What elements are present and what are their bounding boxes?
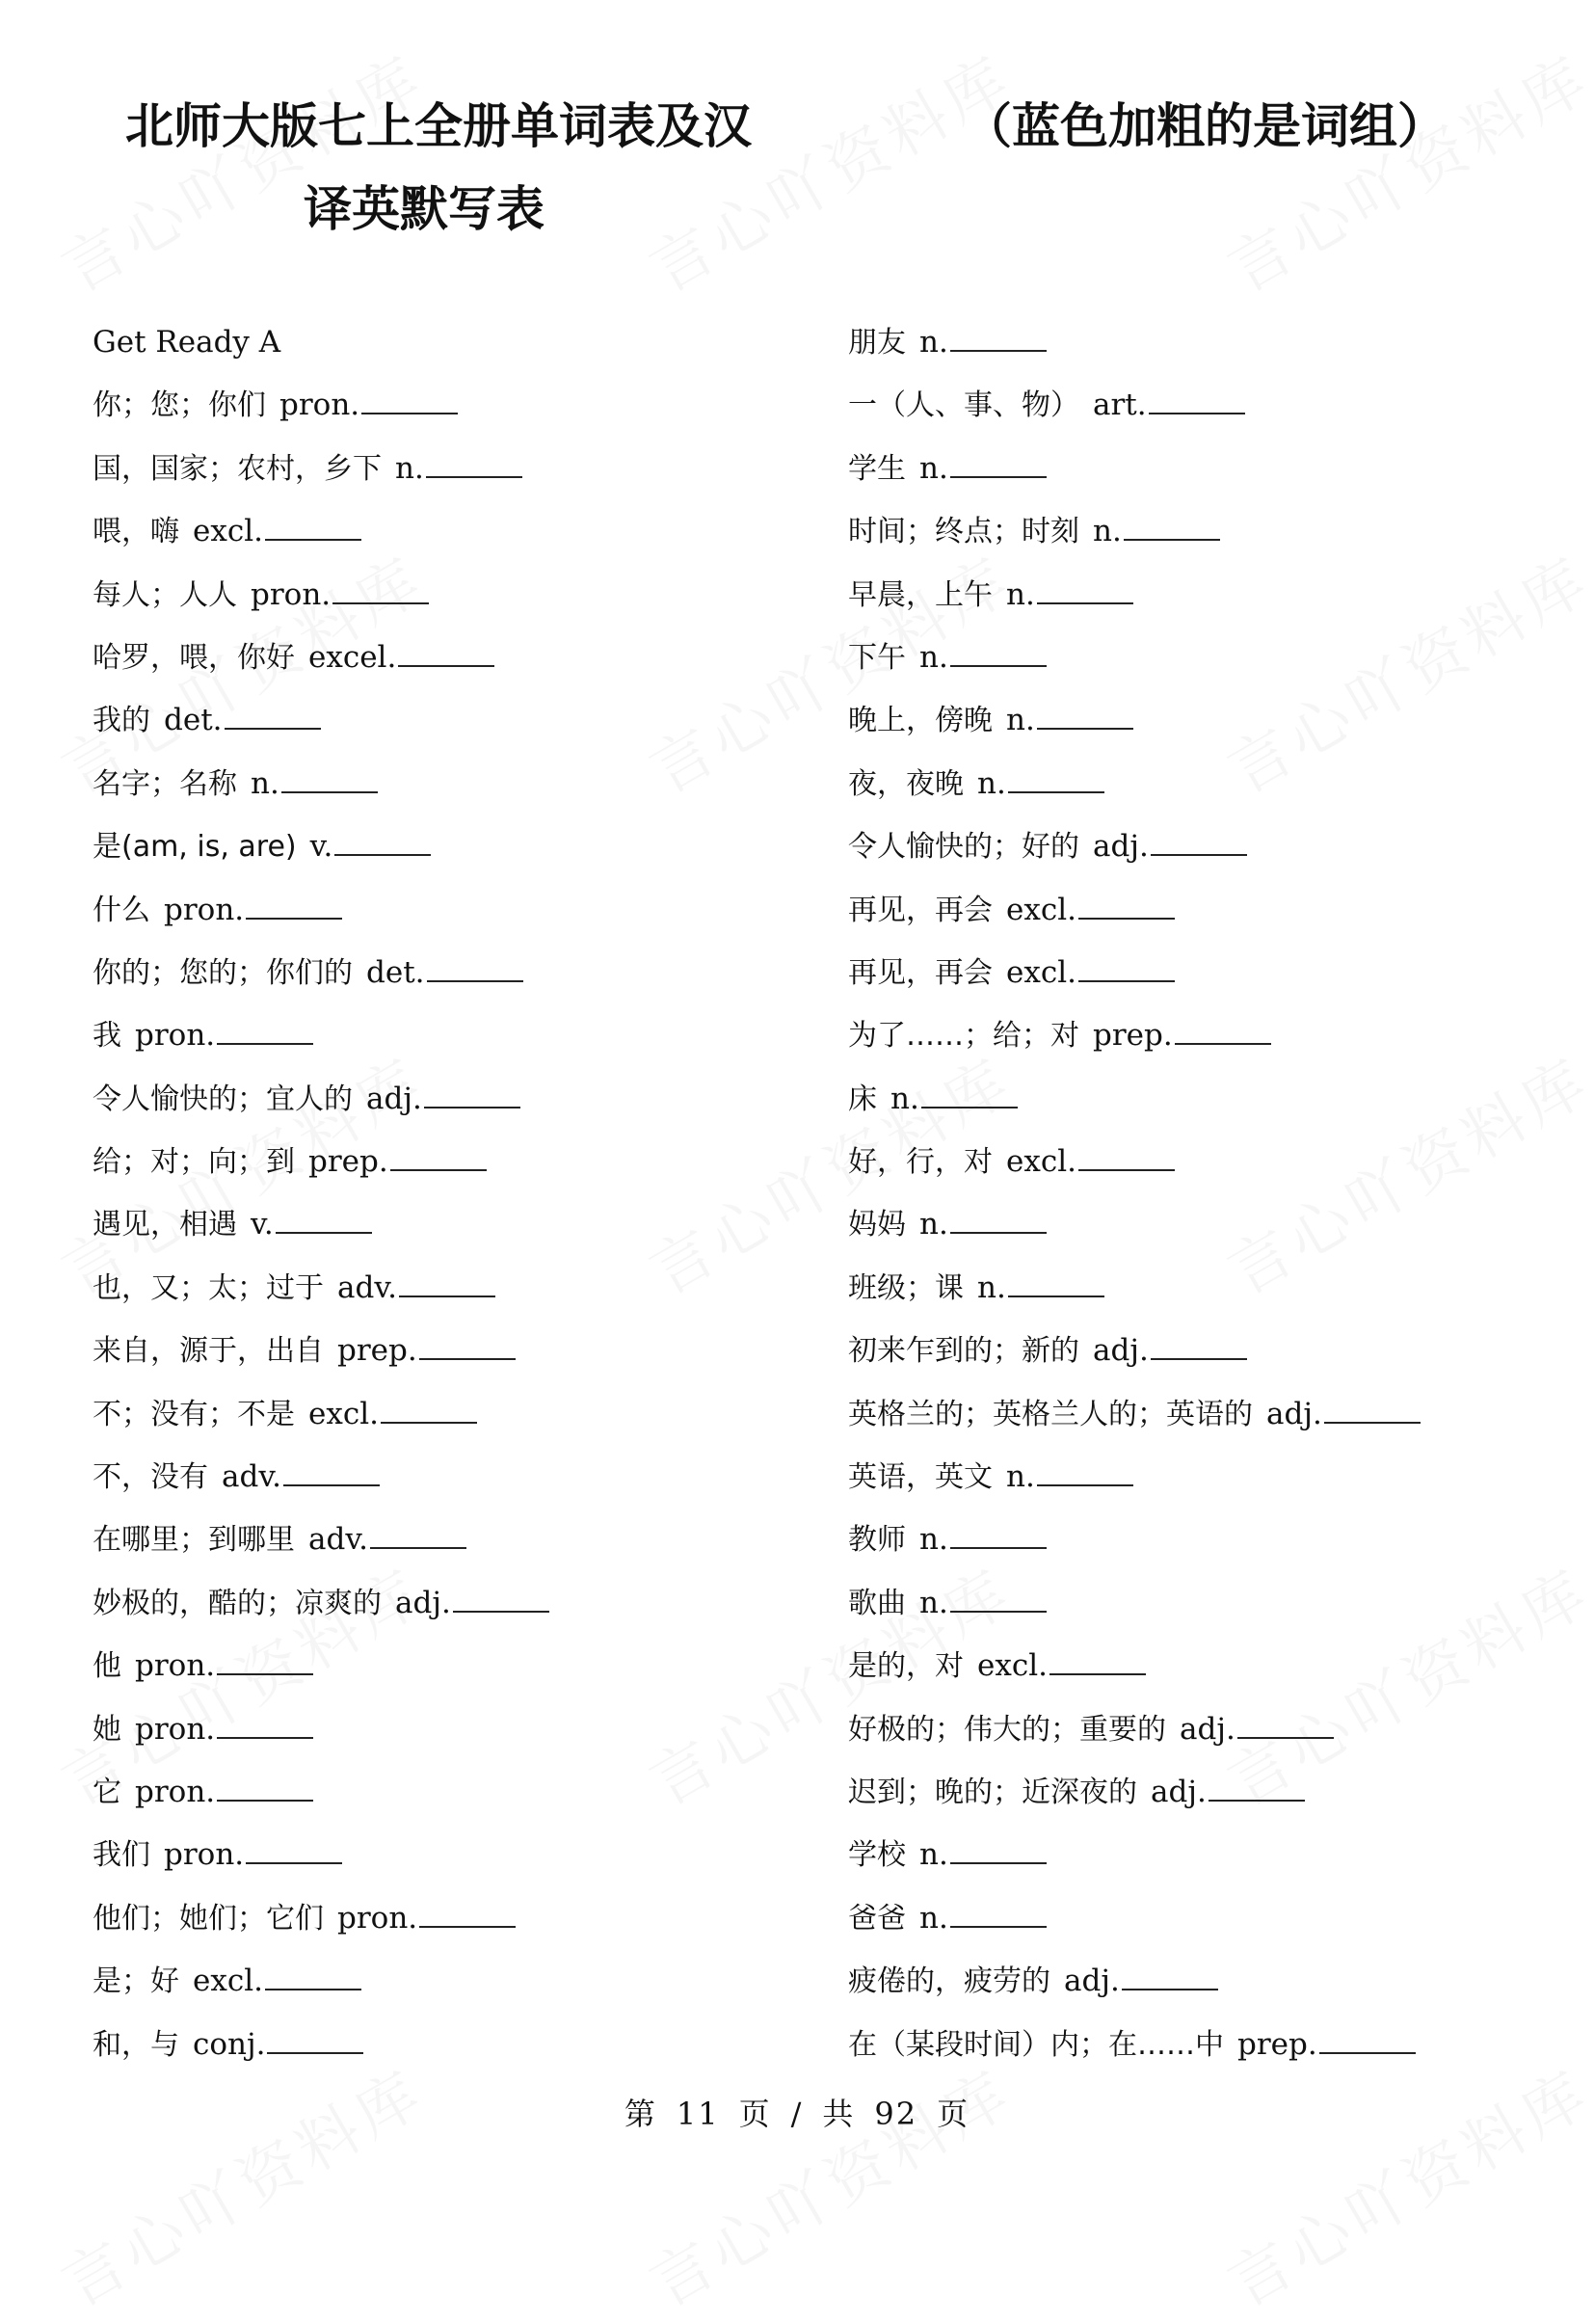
entry-chinese: 国，国家；农村，乡下 xyxy=(93,451,382,486)
entry-part-of-speech: pron. xyxy=(135,1018,216,1054)
vocab-entry xyxy=(93,694,549,757)
entry-part-of-speech: n. xyxy=(919,450,948,486)
vocab-entry xyxy=(93,884,549,947)
entry-part-of-speech: pron. xyxy=(135,1711,216,1747)
vocab-entry xyxy=(848,1324,1421,1387)
answer-blank xyxy=(281,764,378,793)
vocab-entry xyxy=(848,1073,1421,1135)
vocab-entry xyxy=(93,1324,549,1387)
vocab-entry xyxy=(848,2018,1421,2081)
vocab-entry xyxy=(93,379,549,441)
entry-chinese: 我的 xyxy=(93,704,150,738)
vocab-entry xyxy=(93,758,549,820)
vocab-entry xyxy=(93,1198,549,1261)
answer-blank xyxy=(1124,512,1220,541)
right-column xyxy=(848,316,1421,2081)
vocab-entry xyxy=(848,1892,1421,1955)
answer-blank xyxy=(1149,386,1245,414)
watermark xyxy=(1209,2044,1594,2324)
entry-chinese: 歌曲 xyxy=(848,1586,906,1620)
entry-chinese: 班级；课 xyxy=(848,1270,964,1305)
vocab-entry xyxy=(93,1892,549,1955)
footer-total-pages: 92 xyxy=(874,2096,918,2132)
answer-blank xyxy=(1175,1016,1271,1045)
answer-blank xyxy=(283,1457,380,1486)
entry-part-of-speech: n. xyxy=(251,765,279,801)
entry-part-of-speech: n. xyxy=(977,765,1006,801)
answer-blank xyxy=(1209,1773,1305,1802)
answer-blank xyxy=(921,1080,1018,1109)
entry-part-of-speech: pron. xyxy=(279,387,360,423)
answer-blank xyxy=(390,1142,487,1171)
entry-chinese: 你的；您的；你们的 xyxy=(93,955,353,990)
entry-part-of-speech: n. xyxy=(919,1837,948,1873)
vocab-entry xyxy=(848,1009,1421,1072)
entry-chinese: 你；您；你们 xyxy=(93,388,266,423)
entry-chinese: 好，行，对 xyxy=(848,1145,993,1180)
answer-blank xyxy=(1037,701,1133,730)
answer-blank xyxy=(398,638,494,667)
entry-part-of-speech: excel. xyxy=(308,639,397,675)
entry-part-of-speech: pron. xyxy=(251,576,332,612)
answer-blank xyxy=(424,1080,520,1109)
vocab-entry xyxy=(93,1640,549,1702)
answer-blank xyxy=(453,1584,549,1613)
entry-part-of-speech: excl. xyxy=(308,1396,379,1431)
vocab-entry xyxy=(93,1135,549,1198)
entry-chinese: 不，没有 xyxy=(93,1460,208,1495)
vocab-entry xyxy=(848,947,1421,1009)
entry-chinese: 他们；她们；它们 xyxy=(93,1901,324,1936)
entry-chinese: 和，与 xyxy=(93,2027,179,2062)
entry-chinese: 迟到；晚的；近深夜的 xyxy=(848,1775,1137,1809)
entry-chinese: 也，又；太；过于 xyxy=(93,1270,324,1305)
entry-chinese: 它 xyxy=(93,1775,121,1809)
answer-blank xyxy=(370,1520,466,1549)
entry-part-of-speech: excl. xyxy=(193,514,263,549)
entry-part-of-speech: n. xyxy=(919,639,948,675)
entry-chinese: 喂，嗨 xyxy=(93,515,179,549)
entry-chinese: 遇见，相遇 xyxy=(93,1208,237,1242)
entry-part-of-speech: prep. xyxy=(1237,2026,1317,2062)
entry-part-of-speech: n. xyxy=(919,325,948,360)
vocab-entry xyxy=(93,569,549,631)
vocab-entry xyxy=(93,631,549,694)
left-column xyxy=(93,316,549,2081)
vocab-entry xyxy=(848,379,1421,441)
answer-blank xyxy=(1319,2025,1416,2054)
entry-part-of-speech: pron. xyxy=(135,1774,216,1809)
title-line1: 北师大版七上全册单词表及汉 xyxy=(125,98,752,154)
entry-chinese: 来自，源于，出自 xyxy=(93,1334,324,1369)
watermark xyxy=(43,2044,438,2324)
vocab-entry xyxy=(848,505,1421,568)
entry-chinese: 下午 xyxy=(848,640,906,675)
page-footer xyxy=(0,2090,1594,2134)
vocab-entry xyxy=(93,947,549,1009)
answer-blank xyxy=(950,449,1047,478)
vocab-entry xyxy=(848,1703,1421,1766)
vocab-entry xyxy=(93,1073,549,1135)
vocab-entry xyxy=(848,1829,1421,1891)
entry-part-of-speech: excl. xyxy=(977,1648,1048,1684)
vocab-entry xyxy=(848,569,1421,631)
answer-blank xyxy=(1049,1646,1146,1675)
vocab-entry xyxy=(848,758,1421,820)
answer-blank xyxy=(246,891,342,920)
entry-chinese: 妈妈 xyxy=(848,1208,906,1242)
footer-page-unit: 页 xyxy=(738,2096,772,2132)
answer-blank xyxy=(950,323,1047,352)
vocab-entry xyxy=(93,1766,549,1829)
entry-chinese: 哈罗，喂，你好 xyxy=(93,640,295,675)
entry-part-of-speech: excl. xyxy=(1006,954,1076,990)
entry-part-of-speech: pron. xyxy=(164,1837,245,1873)
vocab-entry xyxy=(848,1955,1421,2017)
vocab-entry xyxy=(93,1829,549,1891)
section-heading: Get Ready A xyxy=(93,325,281,360)
entry-part-of-speech: conj. xyxy=(193,2026,266,2062)
entry-chinese: 学生 xyxy=(848,451,906,486)
vocab-entry xyxy=(93,1513,549,1576)
entry-part-of-speech: adv. xyxy=(222,1459,282,1495)
entry-part-of-speech: adj. xyxy=(1093,829,1149,865)
entry-part-of-speech: n. xyxy=(919,1207,948,1242)
answer-blank xyxy=(265,1962,361,1990)
answer-blank xyxy=(1078,953,1175,982)
answer-blank xyxy=(1122,1962,1218,1990)
entry-part-of-speech: n. xyxy=(919,1900,948,1936)
answer-blank xyxy=(426,449,522,478)
entry-chinese: 早晨，上午 xyxy=(848,577,993,612)
entry-part-of-speech: excl. xyxy=(1006,892,1076,927)
entry-part-of-speech: adj. xyxy=(1266,1396,1322,1431)
entry-part-of-speech: adj. xyxy=(366,1081,422,1116)
vocab-entry xyxy=(848,1640,1421,1702)
entry-chinese: 学校 xyxy=(848,1838,906,1873)
vocab-entry xyxy=(93,1388,549,1451)
entry-part-of-speech: v. xyxy=(309,829,333,865)
entry-part-of-speech: adj. xyxy=(1093,1333,1149,1369)
answer-blank xyxy=(217,1710,313,1739)
answer-blank xyxy=(1151,827,1247,856)
entry-chinese: 为了……；给；对 xyxy=(848,1019,1079,1054)
footer-total-unit: 页 xyxy=(937,2096,970,2132)
vocab-entry xyxy=(848,694,1421,757)
entry-part-of-speech: art. xyxy=(1093,387,1147,423)
vocab-entry xyxy=(848,1135,1421,1198)
vocab-entry xyxy=(848,884,1421,947)
vocab-entry xyxy=(848,820,1421,883)
entry-part-of-speech: n. xyxy=(1006,703,1035,738)
answer-blank xyxy=(950,1205,1047,1234)
entry-part-of-speech: pron. xyxy=(164,892,245,927)
entry-part-of-speech: adj. xyxy=(395,1585,451,1620)
entry-chinese: 再见，再会 xyxy=(848,893,993,927)
answer-blank xyxy=(265,512,361,541)
answer-blank xyxy=(1078,891,1175,920)
vocab-entry xyxy=(93,1577,549,1640)
answer-blank xyxy=(950,1835,1047,1864)
watermark xyxy=(631,2044,1026,2324)
entry-part-of-speech: prep. xyxy=(337,1333,417,1369)
entry-chinese: 再见，再会 xyxy=(848,955,993,990)
entry-part-of-speech: n. xyxy=(395,450,424,486)
entry-chinese: 在哪里；到哪里 xyxy=(93,1523,295,1558)
vocab-entry xyxy=(93,505,549,568)
entry-part-of-speech: n. xyxy=(919,1585,948,1620)
entry-part-of-speech: det. xyxy=(366,954,425,990)
entry-chinese: 是；好 xyxy=(93,1964,179,1999)
answer-blank xyxy=(1151,1331,1247,1360)
vocab-entry xyxy=(848,1198,1421,1261)
entry-chinese: 令人愉快的；好的 xyxy=(848,830,1079,865)
entry-part-of-speech: n. xyxy=(1006,1459,1035,1495)
answer-blank xyxy=(217,1773,313,1802)
entry-part-of-speech: n. xyxy=(919,1522,948,1558)
answer-blank xyxy=(399,1269,495,1297)
vocab-entry xyxy=(848,316,1421,379)
entry-chinese: 晚上，傍晚 xyxy=(848,704,993,738)
answer-blank xyxy=(950,638,1047,667)
entry-part-of-speech: pron. xyxy=(135,1648,216,1684)
entry-part-of-speech: det. xyxy=(164,703,223,738)
vocab-entry xyxy=(93,1703,549,1766)
entry-chinese: 教师 xyxy=(848,1523,906,1558)
footer-separator: / xyxy=(790,2096,804,2132)
entry-chinese: 我们 xyxy=(93,1838,150,1873)
entry-part-of-speech: n. xyxy=(890,1081,919,1116)
title-note: （蓝色加粗的是词组） xyxy=(964,98,1446,154)
entry-chinese: 名字；名称 xyxy=(93,766,237,801)
vocab-entry xyxy=(848,1262,1421,1324)
entry-chinese: 好极的；伟大的；重要的 xyxy=(848,1712,1166,1747)
answer-blank xyxy=(1037,575,1133,604)
entry-chinese: 什么 xyxy=(93,893,150,927)
entry-chinese: 夜，夜晚 xyxy=(848,766,964,801)
entry-chinese: 不；没有；不是 xyxy=(93,1397,295,1431)
entry-part-of-speech: prep. xyxy=(1093,1018,1173,1054)
answer-blank xyxy=(334,827,431,856)
entry-part-of-speech: adj. xyxy=(1180,1711,1235,1747)
entry-part-of-speech: v. xyxy=(251,1207,274,1242)
vocab-entry xyxy=(848,1766,1421,1829)
answer-blank xyxy=(217,1016,313,1045)
answer-blank xyxy=(1078,1142,1175,1171)
entry-chinese: 令人愉快的；宜人的 xyxy=(93,1082,353,1116)
vocab-entry xyxy=(93,1451,549,1513)
answer-blank xyxy=(246,1835,342,1864)
footer-total-prefix: 共 xyxy=(822,2096,856,2132)
vocab-entry xyxy=(93,1009,549,1072)
entry-chinese: 朋友 xyxy=(848,326,906,360)
entry-chinese: 妙极的，酷的；凉爽的 xyxy=(93,1586,382,1620)
answer-blank xyxy=(381,1395,477,1424)
vocab-entry xyxy=(848,1577,1421,1640)
vocab-entry xyxy=(93,1955,549,2017)
answer-blank xyxy=(950,1520,1047,1549)
answer-blank xyxy=(950,1899,1047,1928)
entry-chinese: 是的，对 xyxy=(848,1649,964,1684)
entry-part-of-speech: n. xyxy=(1006,576,1035,612)
entry-chinese: 英语，英文 xyxy=(848,1460,993,1495)
title-line2: 译英默写表 xyxy=(304,181,545,237)
answer-blank xyxy=(332,575,429,604)
vocab-entry xyxy=(93,820,549,883)
entry-chinese: 床 xyxy=(848,1082,877,1116)
footer-prefix: 第 xyxy=(624,2096,657,2132)
entry-part-of-speech: adj. xyxy=(1064,1963,1120,1999)
answer-blank xyxy=(1324,1395,1421,1424)
vocab-entry xyxy=(93,2018,549,2081)
answer-blank xyxy=(427,953,523,982)
answer-blank xyxy=(276,1205,372,1234)
vocab-entry xyxy=(848,1451,1421,1513)
entry-chinese: 爸爸 xyxy=(848,1901,906,1936)
entry-chinese: 他 xyxy=(93,1649,121,1684)
entry-chinese: 给；对；向；到 xyxy=(93,1145,295,1180)
vocab-entry xyxy=(848,1513,1421,1576)
page-title xyxy=(125,85,1474,251)
entry-part-of-speech: adv. xyxy=(308,1522,369,1558)
vocab-entry xyxy=(848,1388,1421,1451)
answer-blank xyxy=(361,386,458,414)
answer-blank xyxy=(950,1584,1047,1613)
entry-chinese: 我 xyxy=(93,1019,121,1054)
answer-blank xyxy=(1008,1269,1104,1297)
entry-part-of-speech: n. xyxy=(1093,514,1122,549)
entry-part-of-speech: adv. xyxy=(337,1269,398,1305)
answer-blank xyxy=(1008,764,1104,793)
entry-chinese: 时间；终点；时刻 xyxy=(848,515,1079,549)
entry-part-of-speech: pron. xyxy=(337,1900,418,1936)
vocab-entry xyxy=(848,442,1421,505)
footer-page-number: 11 xyxy=(676,2096,720,2132)
entry-chinese: 她 xyxy=(93,1712,121,1747)
entry-chinese: 初来乍到的；新的 xyxy=(848,1334,1079,1369)
entry-part-of-speech: excl. xyxy=(193,1963,263,1999)
answer-blank xyxy=(225,701,321,730)
answer-blank xyxy=(419,1899,516,1928)
entry-part-of-speech: adj. xyxy=(1151,1774,1207,1809)
entry-chinese: 疲倦的，疲劳的 xyxy=(848,1964,1050,1999)
entry-part-of-speech: excl. xyxy=(1006,1144,1076,1180)
entry-chinese: 每人；人人 xyxy=(93,577,237,612)
vocab-entry xyxy=(848,631,1421,694)
vocab-entry xyxy=(93,1262,549,1324)
entry-chinese: 英格兰的；英格兰人的；英语的 xyxy=(848,1397,1253,1431)
answer-blank xyxy=(1037,1457,1133,1486)
vocab-entry xyxy=(93,442,549,505)
entry-chinese: 在（某段时间）内；在……中 xyxy=(848,2027,1224,2062)
answer-blank xyxy=(1237,1710,1334,1739)
answer-blank xyxy=(419,1331,516,1360)
answer-blank xyxy=(267,2025,363,2054)
entry-part-of-speech: n. xyxy=(977,1269,1006,1305)
answer-blank xyxy=(217,1646,313,1675)
entry-part-of-speech: prep. xyxy=(308,1144,388,1180)
entry-chinese: 一（人、事、物） xyxy=(848,388,1079,423)
entry-chinese: 是(am, is, are) xyxy=(93,830,297,865)
